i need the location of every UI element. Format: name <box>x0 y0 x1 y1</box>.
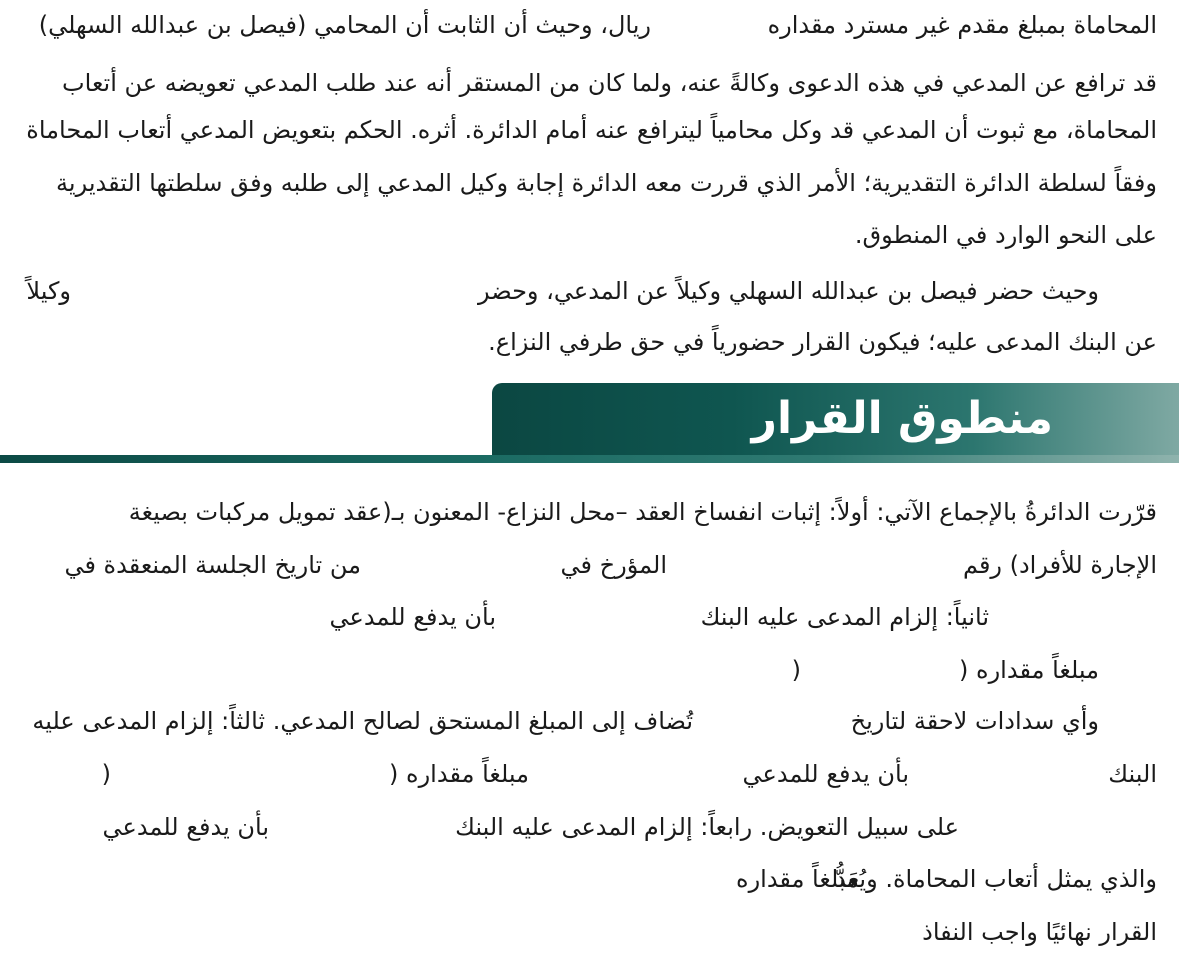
text-line: المؤرخ في <box>560 551 667 579</box>
text-line: وكيلاً <box>26 277 71 305</box>
text-line: ريال، وحيث أن الثابت أن المحامي (فيصل بن عبدالله السهلي) <box>38 11 651 39</box>
text-line: مبلغاً مقداره <box>736 865 859 893</box>
text-line: عن البنك المدعى عليه؛ فيكون القرار حضورياً في حق طرفي النزاع. <box>488 328 1157 356</box>
text-line: ) <box>791 656 801 684</box>
text-line: بأن يدفع للمدعي <box>329 603 496 631</box>
text-line: المحاماة، مع ثبوت أن المدعي قد وكل محامياً ليترافع عنه أمام الدائرة. أثره. الحكم بتعويض المدعي أتعاب المحاماة <box>26 116 1157 144</box>
text-line: بأن يدفع للمدعي <box>742 760 909 788</box>
text-line: ثانياً: إلزام المدعى عليه البنك <box>700 603 989 631</box>
text-line: بأن يدفع للمدعي <box>102 813 269 841</box>
text-line: على النحو الوارد في المنطوق. <box>854 221 1157 249</box>
text-line: وفقاً لسلطة الدائرة التقديرية؛ الأمر الذي قررت معه الدائرة إجابة وكيل المدعي إلى طلبه وفق سلطتها التقديرية <box>56 169 1157 197</box>
text-line: وحيث حضر فيصل بن عبدالله السهلي وكيلاً عن المدعي، وحضر <box>478 277 1099 305</box>
text-line: والذي يمثل أتعاب المحاماة. ويُعَدُّ <box>835 865 1157 893</box>
text-line: قرّرت الدائرةُ بالإجماع الآتي: أولاً: إثبات انفساخ العقد –محل النزاع- المعنون بـ(عقد تمويل مركبات بصيغة <box>128 498 1157 526</box>
text-line: البنك <box>1108 760 1157 788</box>
banner-rule <box>0 455 1179 463</box>
text-line: تُضاف إلى المبلغ المستحق لصالح المدعي. ثالثاً: إلزام المدعى عليه <box>32 707 693 735</box>
text-line: قد ترافع عن المدعي في هذه الدعوى وكالةً عنه، ولما كان من المستقر أنه عند طلب المدعي تعويضه عن أتعاب <box>62 69 1157 97</box>
text-line: القرار نهائيًا واجب النفاذ <box>922 918 1157 946</box>
text-line: وأي سدادات لاحقة لتاريخ <box>850 707 1099 735</box>
banner-box <box>492 383 1179 455</box>
section-banner <box>0 383 1179 469</box>
text-line: المحاماة بمبلغ مقدم غير مسترد مقداره <box>767 11 1157 39</box>
text-line: من تاريخ الجلسة المنعقدة في <box>64 551 361 579</box>
text-line: الإجارة للأفراد) رقم <box>962 551 1157 579</box>
text-line: مبلغاً مقداره ( <box>389 760 529 788</box>
text-line: على سبيل التعويض. رابعاً: إلزام المدعى عليه البنك <box>455 813 959 841</box>
text-line: مبلغاً مقداره ( <box>959 656 1099 684</box>
section-title: منطوق القرار <box>751 393 1053 444</box>
text-line: ) <box>101 760 111 788</box>
